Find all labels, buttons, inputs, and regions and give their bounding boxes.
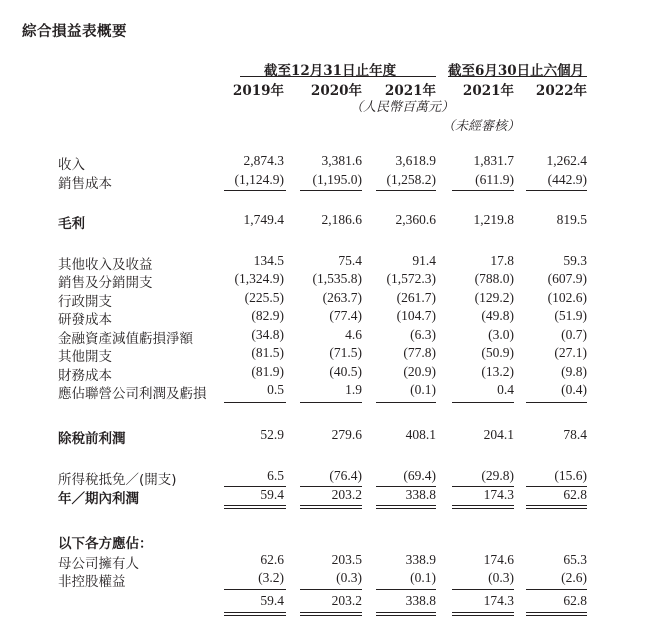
value-2019: 62.6 (260, 552, 284, 567)
table-row-owners-of-parent (0, 552, 645, 570)
subtotal-rule (526, 589, 587, 590)
value-2021-interim: (611.9) (475, 172, 514, 187)
value-2020: (1,535.8) (312, 271, 362, 286)
value-2020: 2,186.6 (321, 212, 362, 227)
row-label: 毛利 (58, 216, 85, 232)
value-2019: 52.9 (260, 427, 284, 442)
total-double-rule (526, 612, 587, 616)
subtotal-rule (224, 589, 286, 590)
value-2022-interim: (51.9) (554, 308, 587, 323)
value-2022-interim: 62.8 (563, 487, 587, 502)
total-double-rule (224, 612, 286, 616)
unaudited-note: （未經審核） (442, 119, 521, 134)
value-2021-interim: (3.0) (488, 327, 514, 342)
value-2021: (104.7) (396, 308, 436, 323)
value-2022-interim: 62.8 (563, 593, 587, 608)
value-2021-interim: 204.1 (483, 427, 514, 442)
value-2021-interim: (788.0) (474, 271, 514, 286)
header-group-interim-underline (448, 76, 587, 77)
total-double-rule (300, 612, 362, 616)
value-2021-interim: 0.4 (497, 382, 514, 397)
row-label: 其他收入及收益 (58, 257, 153, 273)
value-2021-interim: 174.6 (483, 552, 514, 567)
row-label: 所得稅抵免／(開支) (58, 472, 177, 488)
subtotal-rule (224, 402, 286, 403)
subtotal-rule (452, 402, 514, 403)
value-2019: 6.5 (267, 468, 284, 483)
header-group-annual-underline (240, 76, 436, 77)
header-year-2021: 2021年 (384, 83, 436, 99)
row-label: 銷售成本 (58, 176, 112, 192)
value-2020: (263.7) (322, 290, 362, 305)
table-row-gross-profit (0, 212, 645, 230)
value-2021: (1,572.3) (386, 271, 436, 286)
page-title: 綜合損益表概要 (22, 24, 127, 40)
table-row-profit-for-period (0, 487, 645, 505)
value-2021: 91.4 (412, 253, 436, 268)
value-2021-interim: 17.8 (490, 253, 514, 268)
row-label: 其他開支 (58, 349, 112, 365)
value-2020: (77.4) (329, 308, 362, 323)
table-row-profit-before-tax (0, 427, 645, 445)
subtotal-rule (526, 190, 587, 191)
value-2020: 75.4 (338, 253, 362, 268)
value-2022-interim: 78.4 (563, 427, 587, 442)
value-2021-interim: (13.2) (481, 364, 514, 379)
header-year-2022-interim: 2022年 (535, 83, 587, 99)
value-2021: (0.1) (410, 570, 436, 585)
table-row-cost-of-sales (0, 172, 645, 190)
table-row-selling-distribution (0, 271, 645, 289)
table-row-impairment (0, 327, 645, 345)
value-2019: (3.2) (258, 570, 284, 585)
total-double-rule (452, 612, 514, 616)
total-double-rule (224, 505, 286, 509)
value-2019: (81.5) (251, 345, 284, 360)
subtotal-rule (224, 190, 286, 191)
row-label: 應佔聯營公司利潤及虧損 (58, 386, 207, 402)
value-2019: 1,749.4 (243, 212, 284, 227)
value-2019: (81.9) (251, 364, 284, 379)
value-2019: 59.4 (260, 487, 284, 502)
value-2019: 59.4 (260, 593, 284, 608)
value-2020: 203.2 (331, 593, 362, 608)
value-2020: 4.6 (345, 327, 362, 342)
value-2020: 1.9 (345, 382, 362, 397)
value-2021: 338.9 (405, 552, 436, 567)
value-2021: (20.9) (403, 364, 436, 379)
table-row-attributable-heading (0, 532, 645, 550)
table-row-associates (0, 382, 645, 400)
value-2021: (69.4) (403, 468, 436, 483)
value-2022-interim: 65.3 (563, 552, 587, 567)
table-row-income-tax (0, 468, 645, 486)
value-2021-interim: (29.8) (481, 468, 514, 483)
value-2022-interim: (607.9) (547, 271, 587, 286)
value-2021: (77.8) (403, 345, 436, 360)
value-2022-interim: (9.8) (561, 364, 587, 379)
total-double-rule (376, 505, 436, 509)
subtotal-rule (452, 589, 514, 590)
subtotal-rule (376, 402, 436, 403)
row-label: 除稅前利潤 (58, 431, 126, 447)
header-year-2020: 2020年 (310, 83, 362, 99)
value-2020: 203.5 (331, 552, 362, 567)
value-2019: (82.9) (251, 308, 284, 323)
table-row-other-income (0, 253, 645, 271)
value-2021: 338.8 (405, 593, 436, 608)
value-2022-interim: (27.1) (554, 345, 587, 360)
value-2022-interim: (102.6) (547, 290, 587, 305)
subtotal-rule (300, 589, 362, 590)
value-2021: 338.8 (405, 487, 436, 502)
row-label: 年／期內利潤 (58, 491, 139, 507)
value-2020: (0.3) (336, 570, 362, 585)
header-group-annual: 截至12月31日止年度 (264, 63, 397, 79)
value-2021-interim: (50.9) (481, 345, 514, 360)
subtotal-rule (300, 190, 362, 191)
value-2021-interim: 1,219.8 (473, 212, 514, 227)
row-label: 非控股權益 (58, 574, 126, 590)
subtotal-rule (300, 402, 362, 403)
value-2019: 134.5 (253, 253, 284, 268)
table-row-rd-costs (0, 308, 645, 326)
value-2021: (0.1) (410, 382, 436, 397)
total-double-rule (300, 505, 362, 509)
value-2021-interim: 174.3 (483, 487, 514, 502)
total-double-rule (376, 612, 436, 616)
value-2021: (261.7) (396, 290, 436, 305)
total-double-rule (526, 505, 587, 509)
subtotal-rule (376, 589, 436, 590)
header-year-2021-interim: 2021年 (462, 83, 514, 99)
value-2022-interim: (15.6) (554, 468, 587, 483)
row-label: 母公司擁有人 (58, 556, 139, 572)
value-2021-interim: 174.3 (483, 593, 514, 608)
value-2019: (34.8) (251, 327, 284, 342)
value-2020: (40.5) (329, 364, 362, 379)
table-row-non-controlling (0, 570, 645, 588)
value-2021-interim: (129.2) (474, 290, 514, 305)
value-2019: (1,324.9) (234, 271, 284, 286)
value-2021: (6.3) (410, 327, 436, 342)
value-2021-interim: (0.3) (488, 570, 514, 585)
value-2022-interim: 59.3 (563, 253, 587, 268)
table-row-other-expenses (0, 345, 645, 363)
value-2021: 2,360.6 (395, 212, 436, 227)
subtotal-rule (452, 190, 514, 191)
value-2021: 408.1 (405, 427, 436, 442)
value-2022-interim: (442.9) (547, 172, 587, 187)
subtotal-rule (526, 402, 587, 403)
value-2020: (76.4) (329, 468, 362, 483)
table-row-administrative (0, 290, 645, 308)
value-2019: 0.5 (267, 382, 284, 397)
subtotal-rule (376, 190, 436, 191)
value-2022-interim: 819.5 (556, 212, 587, 227)
value-2020: 279.6 (331, 427, 362, 442)
row-label: 銷售及分銷開支 (58, 275, 153, 291)
value-2019: (225.5) (244, 290, 284, 305)
value-2020: 203.2 (331, 487, 362, 502)
row-label: 收入 (58, 157, 85, 173)
row-label: 以下各方應佔： (58, 536, 153, 552)
row-label: 行政開支 (58, 294, 112, 310)
table-row-finance-costs (0, 364, 645, 382)
total-double-rule (452, 505, 514, 509)
row-label: 研發成本 (58, 312, 112, 328)
header-group-interim: 截至6月30日止六個月 (448, 63, 585, 79)
table-row-attributable-total (0, 593, 645, 611)
value-2022-interim: (0.4) (561, 382, 587, 397)
value-2019: 2,874.3 (243, 153, 284, 168)
value-2021-interim: (49.8) (481, 308, 514, 323)
value-2021: 3,618.9 (395, 153, 436, 168)
value-2020: (71.5) (329, 345, 362, 360)
value-2019: (1,124.9) (234, 172, 284, 187)
header-year-2019: 2019年 (232, 83, 284, 99)
table-row-revenue (0, 153, 645, 171)
row-label: 金融資產減值虧損淨額 (58, 331, 193, 347)
value-2021: (1,258.2) (386, 172, 436, 187)
value-2022-interim: 1,262.4 (546, 153, 587, 168)
currency-note: （人民幣百萬元） (350, 100, 455, 115)
value-2020: (1,195.0) (312, 172, 362, 187)
row-label: 財務成本 (58, 368, 112, 384)
value-2021-interim: 1,831.7 (473, 153, 514, 168)
value-2020: 3,381.6 (321, 153, 362, 168)
value-2022-interim: (0.7) (561, 327, 587, 342)
value-2022-interim: (2.6) (561, 570, 587, 585)
